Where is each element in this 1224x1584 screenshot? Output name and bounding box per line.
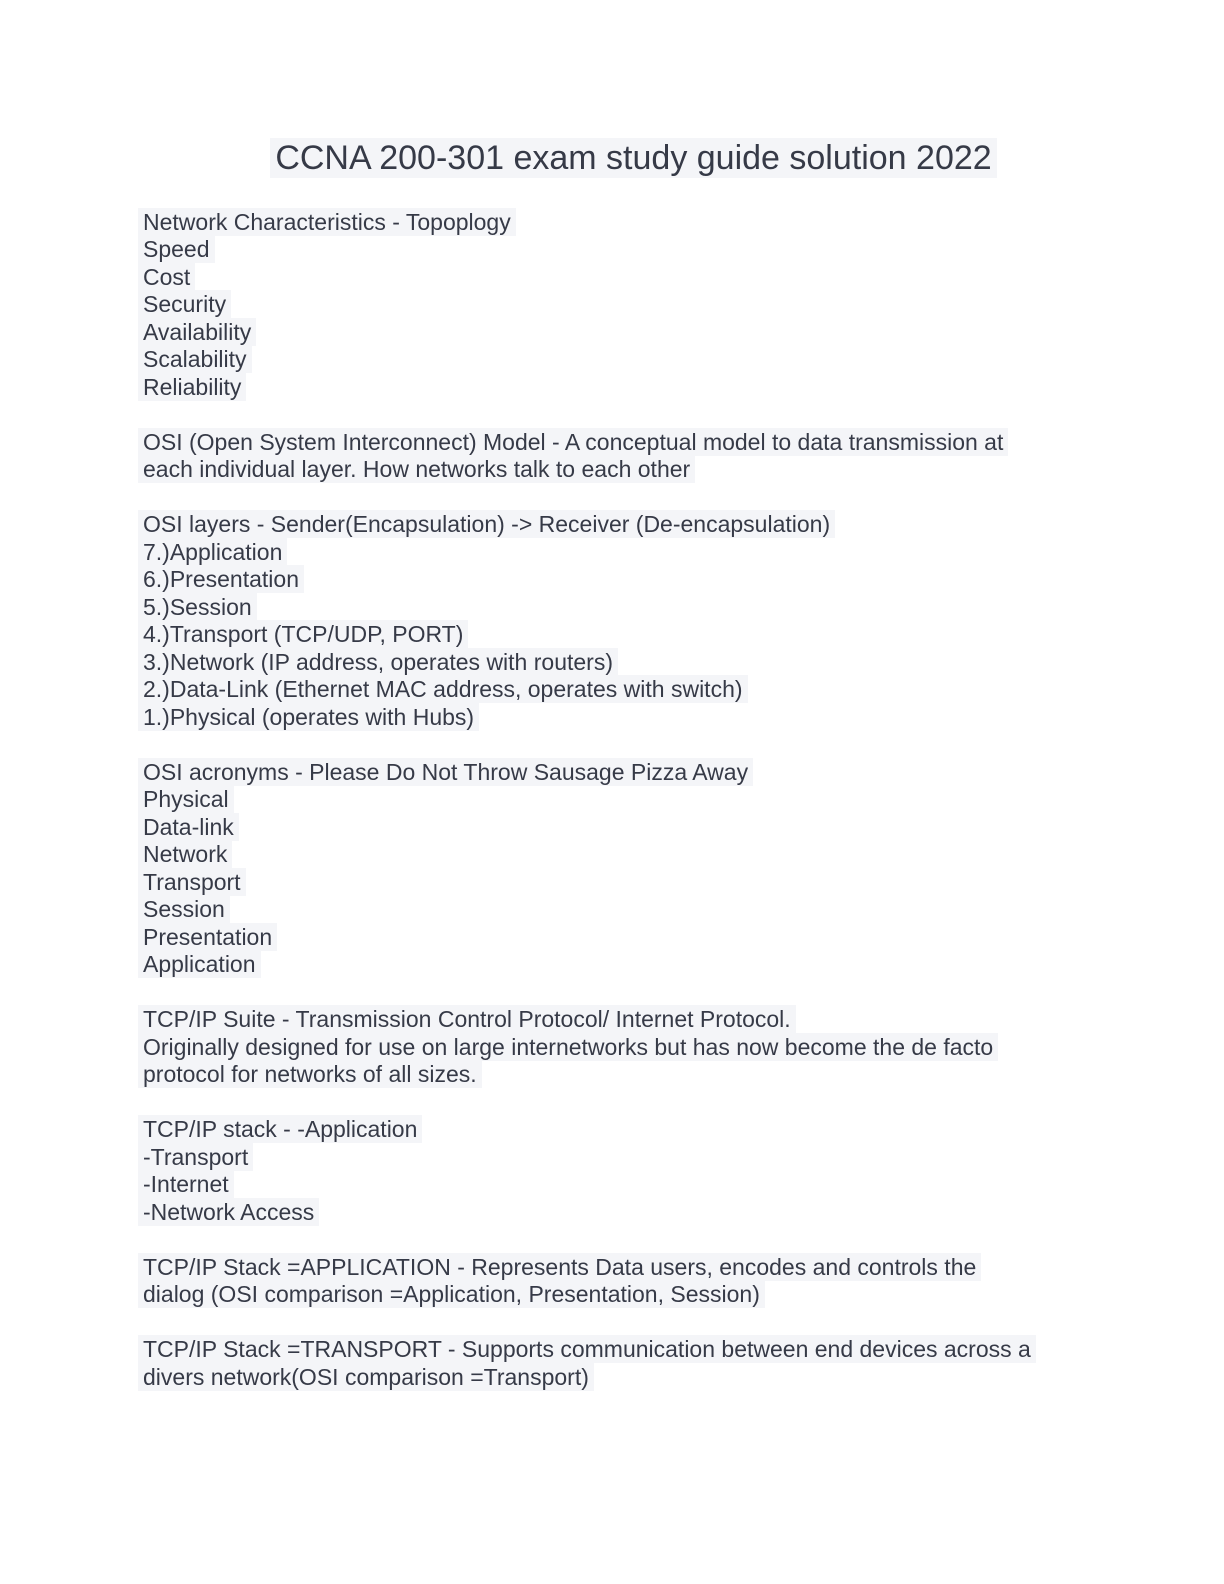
paragraph (143, 1006, 1124, 1089)
highlighted-text: divers network(OSI comparison =Transport) (138, 1363, 594, 1391)
text-line (143, 264, 1124, 292)
highlighted-text: Physical (138, 785, 234, 813)
highlighted-text: protocol for networks of all sizes. (138, 1060, 482, 1088)
highlighted-text: TCP/IP Suite - Transmission Control Protocol/ Internet Protocol. (138, 1005, 796, 1033)
highlighted-text: OSI acronyms - Please Do Not Throw Sausage Pizza Away (138, 758, 753, 786)
text-line (143, 566, 1124, 594)
document-body (143, 209, 1124, 1392)
highlighted-text: Transport (138, 868, 246, 896)
text-line (143, 1116, 1124, 1144)
text-line (143, 456, 1124, 484)
highlighted-text: Cost (138, 263, 195, 291)
highlighted-text: 5.)Session (138, 593, 257, 621)
highlighted-text: 3.)Network (IP address, operates with routers) (138, 648, 618, 676)
text-line (143, 1281, 1124, 1309)
highlighted-text: Presentation (138, 923, 277, 951)
highlighted-text: -Internet (138, 1170, 234, 1198)
text-line (143, 869, 1124, 897)
text-line (143, 1006, 1124, 1034)
paragraph (143, 1336, 1124, 1391)
text-line (143, 759, 1124, 787)
highlighted-text: each individual layer. How networks talk to each other (138, 455, 695, 483)
highlighted-text: Session (138, 895, 230, 923)
paragraph (143, 209, 1124, 402)
text-line (143, 1199, 1124, 1227)
paragraph (143, 429, 1124, 484)
text-line (143, 594, 1124, 622)
highlighted-text: dialog (OSI comparison =Application, Presentation, Session) (138, 1280, 765, 1308)
text-line (143, 1034, 1124, 1062)
highlighted-text: OSI (Open System Interconnect) Model - A conceptual model to data transmission at (138, 428, 1008, 456)
highlighted-text: 2.)Data-Link (Ethernet MAC address, operates with switch) (138, 675, 748, 703)
text-line (143, 704, 1124, 732)
highlighted-text: TCP/IP stack - -Application (138, 1115, 422, 1143)
highlighted-text: Security (138, 290, 231, 318)
text-line (143, 1061, 1124, 1089)
text-line (143, 924, 1124, 952)
text-line (143, 841, 1124, 869)
text-line (143, 346, 1124, 374)
text-line (143, 1254, 1124, 1282)
highlighted-text: Scalability (138, 345, 252, 373)
highlighted-text: OSI layers - Sender(Encapsulation) -> Receiver (De-encapsulation) (138, 510, 835, 538)
highlighted-text: -Transport (138, 1143, 253, 1171)
document-content (0, 135, 1224, 1391)
paragraph (143, 1254, 1124, 1309)
highlighted-text: 6.)Presentation (138, 565, 304, 593)
text-line (143, 429, 1124, 457)
text-line (143, 1364, 1124, 1392)
highlighted-text: TCP/IP Stack =APPLICATION - Represents Data users, encodes and controls the (138, 1253, 981, 1281)
highlighted-text: 7.)Application (138, 538, 287, 566)
highlighted-text: Application (138, 950, 261, 978)
highlighted-text: TCP/IP Stack =TRANSPORT - Supports communication between end devices across a (138, 1335, 1036, 1363)
text-line (143, 1144, 1124, 1172)
text-line (143, 814, 1124, 842)
paragraph (143, 1116, 1124, 1226)
highlighted-text: Network (138, 840, 232, 868)
paragraph (143, 759, 1124, 979)
highlighted-text: Originally designed for use on large internetworks but has now become the de facto (138, 1033, 998, 1061)
highlighted-text: Data-link (138, 813, 239, 841)
text-line (143, 621, 1124, 649)
text-line (143, 676, 1124, 704)
page-title (143, 135, 1124, 181)
text-line (143, 649, 1124, 677)
paragraph (143, 511, 1124, 731)
text-line (143, 291, 1124, 319)
highlighted-text: -Network Access (138, 1198, 319, 1226)
text-line (143, 374, 1124, 402)
text-line (143, 951, 1124, 979)
text-line (143, 209, 1124, 237)
highlighted-text: Availability (138, 318, 256, 346)
text-line (143, 319, 1124, 347)
text-line (143, 1336, 1124, 1364)
highlighted-text: 4.)Transport (TCP/UDP, PORT) (138, 620, 468, 648)
page-title-text: CCNA 200-301 exam study guide solution 2022 (270, 138, 996, 178)
highlighted-text: Speed (138, 235, 215, 263)
text-line (143, 236, 1124, 264)
highlighted-text: Network Characteristics - Topoplogy (138, 208, 516, 236)
text-line (143, 539, 1124, 567)
text-line (143, 511, 1124, 539)
text-line (143, 1171, 1124, 1199)
text-line (143, 896, 1124, 924)
highlighted-text: Reliability (138, 373, 246, 401)
highlighted-text: 1.)Physical (operates with Hubs) (138, 703, 479, 731)
text-line (143, 786, 1124, 814)
